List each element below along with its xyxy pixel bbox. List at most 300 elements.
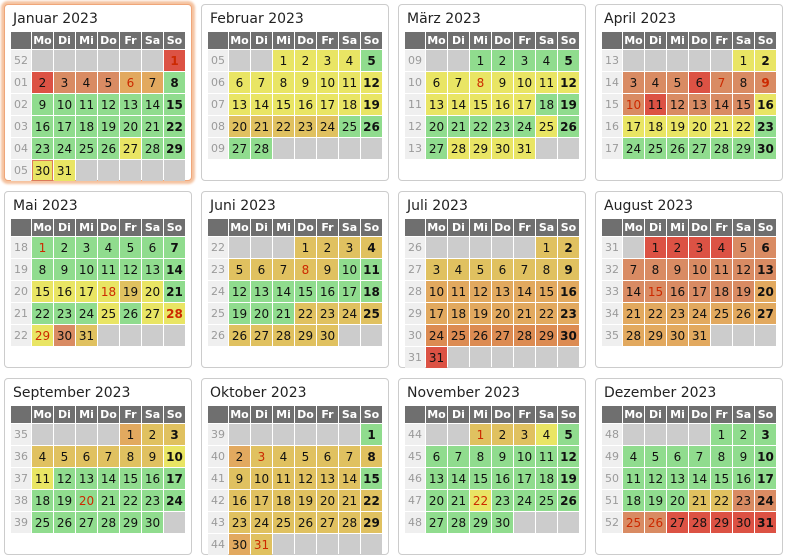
day-cell[interactable]: 16 [142, 468, 163, 489]
day-cell[interactable]: 22 [273, 116, 294, 137]
day-cell[interactable]: 16 [492, 468, 513, 489]
day-cell[interactable]: 6 [120, 72, 141, 93]
day-cell[interactable]: 21 [142, 116, 163, 137]
day-cell[interactable]: 19 [558, 94, 579, 115]
day-cell[interactable]: 3 [689, 237, 710, 258]
day-cell[interactable]: 4 [98, 237, 119, 258]
day-cell[interactable]: 7 [142, 72, 163, 93]
day-cell[interactable]: 8 [32, 259, 53, 280]
day-cell[interactable]: 15 [361, 468, 382, 489]
day-cell[interactable]: 13 [251, 281, 272, 302]
day-cell[interactable]: 9 [733, 446, 754, 467]
day-cell[interactable]: 27 [120, 138, 141, 159]
day-cell[interactable]: 7 [273, 259, 294, 280]
day-cell[interactable]: 21 [689, 490, 710, 511]
day-cell[interactable]: 23 [317, 303, 338, 324]
day-cell[interactable]: 12 [229, 281, 250, 302]
day-cell[interactable]: 29 [295, 325, 316, 346]
day-cell[interactable]: 19 [361, 94, 382, 115]
day-cell[interactable]: 3 [514, 50, 535, 71]
day-cell[interactable]: 31 [76, 325, 97, 346]
day-cell[interactable]: 5 [733, 237, 754, 258]
day-cell[interactable]: 11 [76, 94, 97, 115]
day-cell[interactable]: 8 [295, 259, 316, 280]
day-cell[interactable]: 22 [120, 490, 141, 511]
day-cell[interactable]: 13 [76, 468, 97, 489]
day-cell[interactable]: 12 [470, 281, 491, 302]
day-cell[interactable]: 18 [32, 490, 53, 511]
day-cell[interactable]: 21 [273, 303, 294, 324]
day-cell[interactable]: 21 [711, 116, 732, 137]
day-cell[interactable]: 8 [711, 446, 732, 467]
day-cell[interactable]: 26 [54, 512, 75, 533]
day-cell[interactable]: 13 [229, 94, 250, 115]
day-cell[interactable]: 14 [273, 281, 294, 302]
day-cell[interactable]: 11 [273, 468, 294, 489]
day-cell[interactable]: 3 [54, 72, 75, 93]
day-cell[interactable]: 18 [361, 281, 382, 302]
day-cell[interactable]: 12 [54, 468, 75, 489]
day-cell[interactable]: 21 [251, 116, 272, 137]
day-cell[interactable]: 12 [361, 72, 382, 93]
day-cell[interactable]: 10 [514, 72, 535, 93]
day-cell[interactable]: 20 [120, 116, 141, 137]
day-cell[interactable]: 20 [426, 116, 447, 137]
day-cell[interactable]: 23 [667, 303, 688, 324]
day-cell[interactable]: 22 [470, 116, 491, 137]
day-cell[interactable]: 30 [492, 138, 513, 159]
day-cell[interactable]: 11 [623, 468, 644, 489]
day-cell[interactable]: 6 [426, 72, 447, 93]
day-cell[interactable]: 25 [361, 303, 382, 324]
day-cell[interactable]: 5 [54, 446, 75, 467]
day-cell[interactable]: 7 [623, 259, 644, 280]
day-cell[interactable]: 27 [142, 303, 163, 324]
day-cell[interactable]: 13 [689, 94, 710, 115]
day-cell[interactable]: 16 [733, 468, 754, 489]
day-cell[interactable]: 7 [164, 237, 185, 258]
day-cell[interactable]: 8 [120, 446, 141, 467]
day-cell[interactable]: 8 [470, 446, 491, 467]
day-cell[interactable]: 6 [251, 259, 272, 280]
day-cell[interactable]: 17 [251, 490, 272, 511]
day-cell[interactable]: 23 [142, 490, 163, 511]
day-cell[interactable]: 3 [76, 237, 97, 258]
day-cell[interactable]: 23 [54, 303, 75, 324]
day-cell[interactable]: 19 [54, 490, 75, 511]
day-cell[interactable]: 25 [536, 490, 557, 511]
day-cell[interactable]: 3 [426, 259, 447, 280]
day-cell[interactable]: 26 [120, 303, 141, 324]
day-cell[interactable]: 29 [32, 325, 53, 346]
day-cell[interactable]: 16 [32, 116, 53, 137]
day-cell[interactable]: 12 [120, 259, 141, 280]
day-cell[interactable]: 23 [492, 490, 513, 511]
day-cell[interactable]: 28 [273, 325, 294, 346]
day-cell[interactable]: 3 [514, 424, 535, 445]
day-cell[interactable]: 30 [142, 512, 163, 533]
day-cell[interactable]: 19 [470, 303, 491, 324]
day-cell[interactable]: 5 [98, 72, 119, 93]
day-cell[interactable]: 17 [317, 94, 338, 115]
day-cell[interactable]: 26 [645, 512, 666, 533]
day-cell[interactable]: 12 [667, 94, 688, 115]
day-cell[interactable]: 9 [229, 468, 250, 489]
day-cell[interactable]: 17 [164, 468, 185, 489]
day-cell[interactable]: 17 [339, 281, 360, 302]
day-cell[interactable]: 9 [755, 72, 776, 93]
day-cell[interactable]: 24 [76, 303, 97, 324]
day-cell[interactable]: 22 [470, 490, 491, 511]
day-cell[interactable]: 20 [426, 490, 447, 511]
day-cell[interactable]: 1 [711, 424, 732, 445]
day-cell[interactable]: 26 [98, 138, 119, 159]
day-cell[interactable]: 18 [76, 116, 97, 137]
day-cell[interactable]: 1 [645, 237, 666, 258]
day-cell[interactable]: 12 [733, 259, 754, 280]
day-cell[interactable]: 11 [536, 72, 557, 93]
day-cell[interactable]: 29 [164, 138, 185, 159]
day-cell[interactable]: 10 [317, 72, 338, 93]
day-cell[interactable]: 20 [229, 116, 250, 137]
day-cell[interactable]: 10 [339, 259, 360, 280]
day-cell[interactable]: 9 [295, 72, 316, 93]
day-cell[interactable]: 22 [295, 303, 316, 324]
day-cell[interactable]: 24 [623, 138, 644, 159]
day-cell[interactable]: 16 [667, 281, 688, 302]
day-cell[interactable]: 28 [98, 512, 119, 533]
day-cell[interactable]: 8 [733, 72, 754, 93]
day-cell[interactable]: 12 [645, 468, 666, 489]
day-cell[interactable]: 25 [448, 325, 469, 346]
day-cell[interactable]: 14 [448, 94, 469, 115]
day-cell[interactable]: 19 [558, 468, 579, 489]
day-cell[interactable]: 27 [426, 512, 447, 533]
day-cell[interactable]: 4 [32, 446, 53, 467]
day-cell[interactable]: 21 [339, 490, 360, 511]
day-cell[interactable]: 8 [273, 72, 294, 93]
day-cell[interactable]: 2 [229, 446, 250, 467]
day-cell[interactable]: 28 [514, 325, 535, 346]
day-cell[interactable]: 11 [711, 259, 732, 280]
day-cell[interactable]: 1 [733, 50, 754, 71]
day-cell[interactable]: 9 [667, 259, 688, 280]
day-cell[interactable]: 5 [470, 259, 491, 280]
day-cell[interactable]: 30 [317, 325, 338, 346]
day-cell[interactable]: 4 [76, 72, 97, 93]
day-cell[interactable]: 1 [470, 50, 491, 71]
day-cell[interactable]: 1 [361, 424, 382, 445]
day-cell[interactable]: 21 [623, 303, 644, 324]
day-cell[interactable]: 24 [54, 138, 75, 159]
day-cell[interactable]: 25 [98, 303, 119, 324]
day-cell[interactable]: 29 [536, 325, 557, 346]
day-cell-today[interactable]: 30 [32, 160, 53, 181]
day-cell[interactable]: 29 [470, 512, 491, 533]
day-cell[interactable]: 31 [251, 534, 272, 555]
day-cell[interactable]: 7 [448, 72, 469, 93]
day-cell[interactable]: 9 [32, 94, 53, 115]
day-cell[interactable]: 24 [317, 116, 338, 137]
day-cell[interactable]: 3 [755, 424, 776, 445]
day-cell[interactable]: 25 [623, 512, 644, 533]
day-cell[interactable]: 17 [755, 468, 776, 489]
day-cell[interactable]: 6 [229, 72, 250, 93]
day-cell[interactable]: 19 [229, 303, 250, 324]
day-cell[interactable]: 30 [492, 512, 513, 533]
day-cell[interactable]: 31 [54, 160, 75, 181]
day-cell[interactable]: 15 [164, 94, 185, 115]
day-cell[interactable]: 28 [623, 325, 644, 346]
day-cell[interactable]: 28 [339, 512, 360, 533]
day-cell[interactable]: 26 [295, 512, 316, 533]
day-cell[interactable]: 24 [251, 512, 272, 533]
day-cell[interactable]: 15 [470, 94, 491, 115]
day-cell[interactable]: 30 [229, 534, 250, 555]
day-cell[interactable]: 21 [98, 490, 119, 511]
day-cell[interactable]: 11 [339, 72, 360, 93]
day-cell[interactable]: 2 [142, 424, 163, 445]
day-cell[interactable]: 31 [755, 512, 776, 533]
day-cell[interactable]: 27 [229, 138, 250, 159]
day-cell[interactable]: 2 [558, 237, 579, 258]
day-cell[interactable]: 28 [689, 512, 710, 533]
day-cell[interactable]: 13 [492, 281, 513, 302]
day-cell[interactable]: 27 [667, 512, 688, 533]
day-cell[interactable]: 24 [514, 490, 535, 511]
day-cell[interactable]: 16 [54, 281, 75, 302]
day-cell[interactable]: 11 [448, 281, 469, 302]
day-cell[interactable]: 3 [251, 446, 272, 467]
day-cell[interactable]: 15 [120, 468, 141, 489]
day-cell[interactable]: 26 [361, 116, 382, 137]
day-cell[interactable]: 28 [251, 138, 272, 159]
day-cell[interactable]: 28 [711, 138, 732, 159]
day-cell[interactable]: 19 [98, 116, 119, 137]
day-cell[interactable]: 19 [667, 116, 688, 137]
day-cell[interactable]: 10 [251, 468, 272, 489]
day-cell[interactable]: 18 [536, 468, 557, 489]
day-cell[interactable]: 21 [164, 281, 185, 302]
day-cell[interactable]: 16 [295, 94, 316, 115]
day-cell[interactable]: 4 [536, 50, 557, 71]
day-cell[interactable]: 25 [273, 512, 294, 533]
day-cell[interactable]: 24 [689, 303, 710, 324]
day-cell[interactable]: 3 [164, 424, 185, 445]
day-cell[interactable]: 9 [492, 446, 513, 467]
day-cell[interactable]: 14 [251, 94, 272, 115]
day-cell[interactable]: 27 [76, 512, 97, 533]
day-cell[interactable]: 9 [558, 259, 579, 280]
day-cell[interactable]: 11 [536, 446, 557, 467]
day-cell[interactable]: 25 [32, 512, 53, 533]
day-cell[interactable]: 8 [164, 72, 185, 93]
day-cell[interactable]: 17 [514, 94, 535, 115]
day-cell[interactable]: 6 [492, 259, 513, 280]
day-cell[interactable]: 16 [755, 94, 776, 115]
day-cell[interactable]: 27 [251, 325, 272, 346]
day-cell[interactable]: 12 [98, 94, 119, 115]
day-cell[interactable]: 15 [645, 281, 666, 302]
day-cell[interactable]: 22 [32, 303, 53, 324]
day-cell[interactable]: 21 [514, 303, 535, 324]
day-cell[interactable]: 13 [755, 259, 776, 280]
day-cell[interactable]: 4 [448, 259, 469, 280]
day-cell[interactable]: 2 [32, 72, 53, 93]
day-cell[interactable]: 18 [623, 490, 644, 511]
day-cell[interactable]: 2 [317, 237, 338, 258]
day-cell[interactable]: 5 [229, 259, 250, 280]
day-cell[interactable]: 27 [426, 138, 447, 159]
day-cell[interactable]: 14 [339, 468, 360, 489]
day-cell[interactable]: 4 [645, 72, 666, 93]
day-cell[interactable]: 30 [755, 138, 776, 159]
day-cell[interactable]: 4 [273, 446, 294, 467]
day-cell[interactable]: 13 [426, 94, 447, 115]
day-cell[interactable]: 24 [339, 303, 360, 324]
day-cell[interactable]: 12 [295, 468, 316, 489]
day-cell[interactable]: 2 [492, 424, 513, 445]
day-cell[interactable]: 17 [54, 116, 75, 137]
day-cell[interactable]: 16 [229, 490, 250, 511]
day-cell[interactable]: 5 [120, 237, 141, 258]
day-cell[interactable]: 25 [339, 116, 360, 137]
day-cell[interactable]: 22 [361, 490, 382, 511]
day-cell[interactable]: 28 [448, 512, 469, 533]
day-cell[interactable]: 19 [120, 281, 141, 302]
day-cell[interactable]: 2 [733, 424, 754, 445]
day-cell[interactable]: 30 [558, 325, 579, 346]
day-cell[interactable]: 18 [273, 490, 294, 511]
day-cell[interactable]: 22 [164, 116, 185, 137]
day-cell[interactable]: 10 [426, 281, 447, 302]
day-cell[interactable]: 15 [536, 281, 557, 302]
day-cell[interactable]: 24 [164, 490, 185, 511]
day-cell[interactable]: 3 [339, 237, 360, 258]
day-cell[interactable]: 26 [229, 325, 250, 346]
day-cell[interactable]: 5 [558, 50, 579, 71]
day-cell[interactable]: 26 [558, 490, 579, 511]
day-cell[interactable]: 4 [536, 424, 557, 445]
day-cell[interactable]: 23 [229, 512, 250, 533]
day-cell[interactable]: 10 [54, 94, 75, 115]
day-cell[interactable]: 30 [667, 325, 688, 346]
day-cell[interactable]: 15 [470, 468, 491, 489]
day-cell[interactable]: 6 [142, 237, 163, 258]
day-cell[interactable]: 2 [667, 237, 688, 258]
day-cell[interactable]: 27 [755, 303, 776, 324]
day-cell[interactable]: 20 [76, 490, 97, 511]
day-cell[interactable]: 28 [164, 303, 185, 324]
day-cell[interactable]: 14 [623, 281, 644, 302]
day-cell[interactable]: 6 [426, 446, 447, 467]
day-cell[interactable]: 19 [295, 490, 316, 511]
day-cell[interactable]: 12 [558, 446, 579, 467]
day-cell[interactable]: 1 [536, 237, 557, 258]
day-cell[interactable]: 7 [98, 446, 119, 467]
day-cell[interactable]: 28 [448, 138, 469, 159]
day-cell[interactable]: 8 [536, 259, 557, 280]
day-cell[interactable]: 1 [120, 424, 141, 445]
day-cell[interactable]: 18 [448, 303, 469, 324]
day-cell[interactable]: 15 [733, 94, 754, 115]
day-cell[interactable]: 6 [317, 446, 338, 467]
day-cell[interactable]: 10 [514, 446, 535, 467]
day-cell[interactable]: 22 [536, 303, 557, 324]
day-cell[interactable]: 13 [120, 94, 141, 115]
day-cell[interactable]: 23 [755, 116, 776, 137]
day-cell[interactable]: 23 [32, 138, 53, 159]
day-cell[interactable]: 4 [711, 237, 732, 258]
day-cell[interactable]: 18 [339, 94, 360, 115]
day-cell[interactable]: 26 [667, 138, 688, 159]
day-cell[interactable]: 5 [667, 72, 688, 93]
day-cell[interactable]: 26 [733, 303, 754, 324]
day-cell[interactable]: 29 [120, 512, 141, 533]
day-cell[interactable]: 2 [492, 50, 513, 71]
day-cell[interactable]: 10 [689, 259, 710, 280]
day-cell[interactable]: 29 [711, 512, 732, 533]
day-cell[interactable]: 25 [711, 303, 732, 324]
day-cell[interactable]: 17 [426, 303, 447, 324]
day-cell[interactable]: 17 [514, 468, 535, 489]
day-cell[interactable]: 1 [470, 424, 491, 445]
day-cell[interactable]: 25 [645, 138, 666, 159]
day-cell[interactable]: 9 [317, 259, 338, 280]
day-cell[interactable]: 16 [558, 281, 579, 302]
day-cell[interactable]: 7 [514, 259, 535, 280]
day-cell[interactable]: 9 [492, 72, 513, 93]
day-cell[interactable]: 14 [164, 259, 185, 280]
day-cell[interactable]: 19 [733, 281, 754, 302]
day-cell[interactable]: 11 [645, 94, 666, 115]
day-cell[interactable]: 29 [361, 512, 382, 533]
day-cell[interactable]: 22 [645, 303, 666, 324]
day-cell[interactable]: 25 [536, 116, 557, 137]
day-cell[interactable]: 11 [32, 468, 53, 489]
day-cell[interactable]: 2 [54, 237, 75, 258]
day-cell[interactable]: 2 [755, 50, 776, 71]
day-cell[interactable]: 16 [317, 281, 338, 302]
day-cell[interactable]: 20 [142, 281, 163, 302]
day-cell[interactable]: 16 [492, 94, 513, 115]
day-cell[interactable]: 29 [645, 325, 666, 346]
day-cell[interactable]: 20 [689, 116, 710, 137]
day-cell[interactable]: 19 [645, 490, 666, 511]
day-cell[interactable]: 8 [470, 72, 491, 93]
day-cell[interactable]: 23 [295, 116, 316, 137]
day-cell[interactable]: 23 [492, 116, 513, 137]
day-cell[interactable]: 6 [667, 446, 688, 467]
day-cell[interactable]: 10 [164, 446, 185, 467]
day-cell[interactable]: 15 [273, 94, 294, 115]
day-cell[interactable]: 20 [492, 303, 513, 324]
day-cell[interactable]: 20 [317, 490, 338, 511]
day-cell[interactable]: 18 [98, 281, 119, 302]
day-cell[interactable]: 24 [514, 116, 535, 137]
day-cell[interactable]: 23 [558, 303, 579, 324]
day-cell[interactable]: 22 [711, 490, 732, 511]
day-cell[interactable]: 6 [76, 446, 97, 467]
day-cell[interactable]: 22 [733, 116, 754, 137]
day-cell[interactable]: 20 [667, 490, 688, 511]
day-cell[interactable]: 27 [689, 138, 710, 159]
day-cell[interactable]: 3 [317, 50, 338, 71]
day-cell[interactable]: 9 [54, 259, 75, 280]
day-cell[interactable]: 26 [470, 325, 491, 346]
day-cell[interactable]: 31 [514, 138, 535, 159]
day-cell[interactable]: 31 [689, 325, 710, 346]
